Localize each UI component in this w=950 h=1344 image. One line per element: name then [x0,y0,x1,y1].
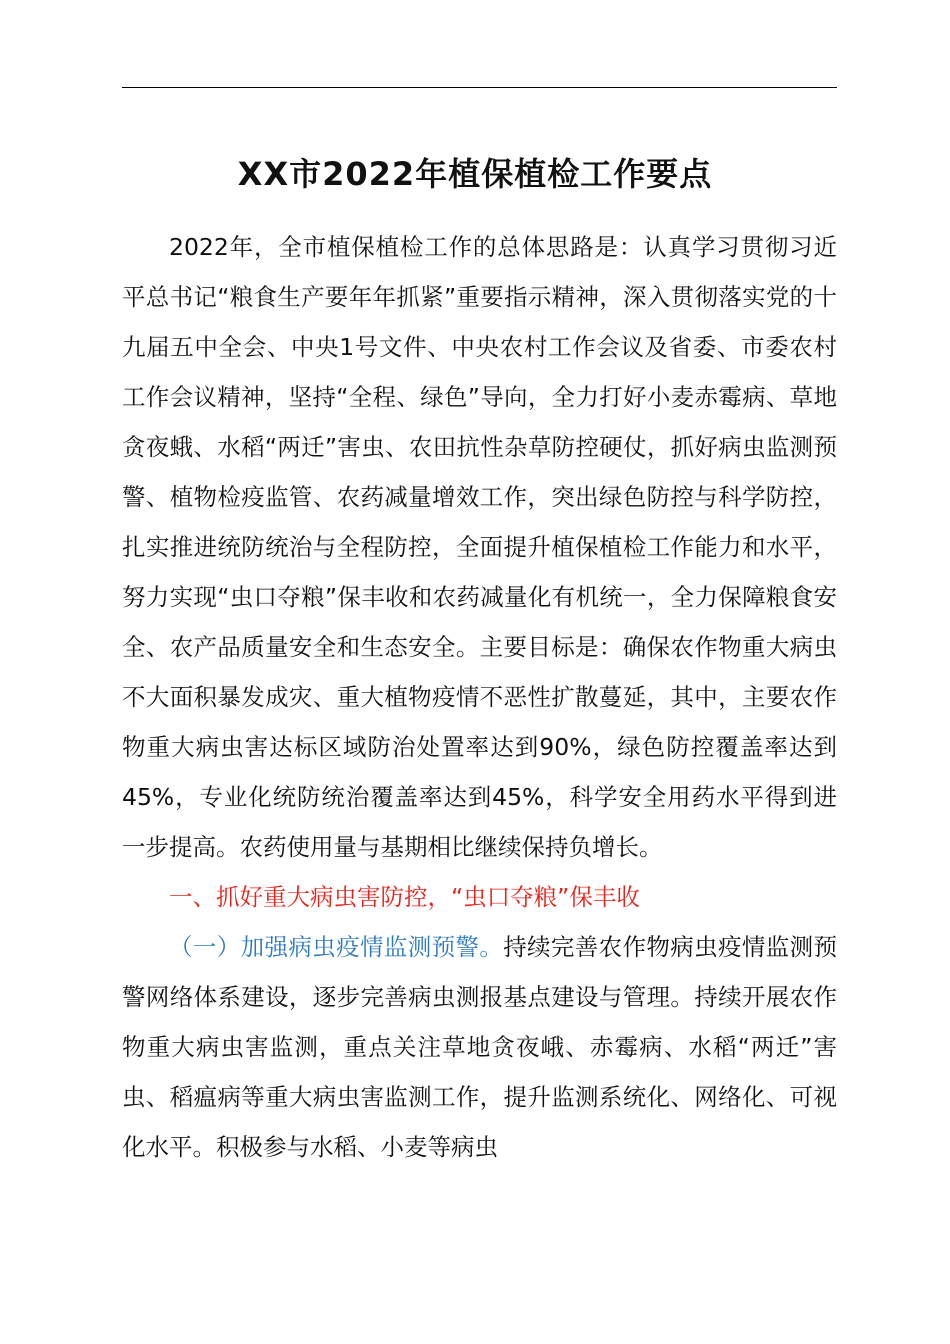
document-title: XX市2022年植保植检工作要点 [237,155,713,193]
subsection-paragraph [122,922,837,1172]
intro-paragraph: 2022年，全市植保植检工作的总体思路是：认真学习贯彻习近平总书记“粮食生产要年年抓紧”重要指示精神，深入贯彻落实党的十九届五中全会、中央1号文件、中央农村工作会议及省委、市委农村工作会议精神，坚持“全程、绿色”导向，全力打好小麦赤霉病、草地贪夜蛾、水稻“两迁”害虫、农田抗性杂草防控硬仗，抓好病虫监测预警、植物检疫监管、农药减量增效工作，突出绿色防控与科学防控，扎实推进统防统治与全程防控，全面提升植保植检工作能力和水平，努力实现“虫口夺粮”保丰收和农药减量化有机统一，全力保障粮食安全、农产品质量安全和生态安全。主要目标是：确保农作物重大病虫不大面积暴发成灾、重大植物疫情不恶性扩散蔓延，其中，主要农作物重大病虫害达标区域防治处置率达到90%，绿色防控覆盖率达到45%，专业化统防统治覆盖率达到45%，科学安全用药水平得到进一步提高。农药使用量与基期相比继续保持负增长。 [122,233,837,861]
section-heading: 一、抓好重大病虫害防控，“虫口夺粮”保丰收 [169,883,640,911]
subsection-heading: （一）加强病虫疫情监测预警。 [169,933,504,961]
document-body [122,222,837,1172]
subsection-text: 持续完善农作物病虫疫情监测预警网络体系建设，逐步完善病虫测报基点建设与管理。持续开展农作物重大病虫害监测，重点关注草地贪夜峨、赤霉病、水稻“两迁”害虫、稻瘟病等重大病虫害监测工作，提升监测系统化、网络化、可视化水平。积极参与水稻、小麦等病虫 [122,933,838,1161]
header-rule [122,87,837,88]
